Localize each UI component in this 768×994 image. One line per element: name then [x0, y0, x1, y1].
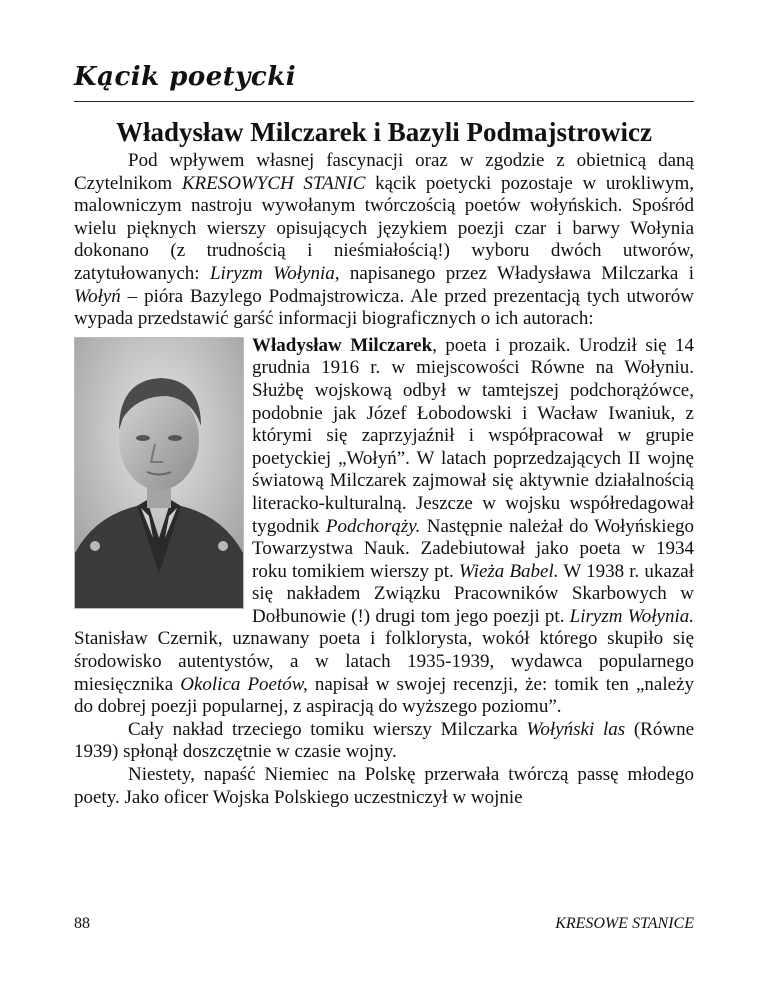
poem-title-liryzm: Liryzm Wołynia, — [209, 262, 340, 284]
article-title: Władysław Milczarek i Bazyli Podmajstrowicz — [116, 117, 652, 147]
page-number: 88 — [74, 915, 90, 932]
portrait-photo — [74, 337, 244, 609]
biography-name: Władysław Milczarek — [252, 334, 433, 356]
article-body — [74, 150, 694, 809]
section-title: Kącik poetycki — [74, 62, 297, 92]
magazine-name-italic: KRESOWYCH STANIC — [181, 172, 366, 194]
poem-title-wolyn: Wołyń — [74, 285, 121, 307]
portrait-image — [75, 338, 243, 608]
running-title: KRESOWE STANICE — [555, 915, 694, 932]
intro-paragraph: Pod wpływem własnej fascynacji oraz w zgodzie z obietnicą daną Czytelnikom KRESOWYCH STANIC kącik poetycki pozostaje w urokliwym, malowniczym nastroju wywołanym twórczością poetów wołyńskich. Spośród wielu pięknych wierszy opisujących językiem poezji czar i barwy Wołynia dokonano (z trudnością i nieśmiałością!) wyboru dwóch utworów, zatytułowanych: Liryzm Wołynia, napisanego przez Władysława Milczarka i Wołyń – pióra Bazylego Podmajstrowicza. Ale przed prezentacją tych utworów wypada przedstawić garść informacji biograficznych o ich autorach: — [74, 150, 694, 330]
biography-paragraph: Władysław Milczarek, poeta i prozaik. Urodził się 14 grudnia 1916 r. w miejscowości Równe na Wołyniu. Służbę wojskową odbył w tamtejszej podchorążówce, podobnie jak Józef Łobodowski i Wacław Iwaniuk, z którymi się zaprzyjaźnił i współpracował w grupie poetyckiej „Wołyń”. W latach poprzedzających II wojnę światową Milczarek zajmował się aktywnie działalnością literacko-kulturalną. Jeszcze w wojsku współredagował tygodnik Podchorąży. Następnie należał do Wołyńskiego Towarzystwa Nauk. Zadebiutował jako poeta w 1934 roku tomikiem wierszy pt. Wieża Babel. W 1938 r. ukazał się nakładem Związku Pracowników Skarbowych w Dołbunowie (!) drugi tom jego poezji pt. Liryzm Wołynia. Stanisław Czernik, uznawany poeta i folklorysta, wokół którego skupiło się środowisko autentystów, a w latach 1935-1939, wydawca popularnego miesięcznika Okolica Poetów, napisał w swojej recenzji, że: tomik ten „należy do dobrej poezji popularnej, z aspiracją do wyższego poziomu”. — [74, 334, 695, 718]
header-rule — [74, 101, 694, 102]
volume-paragraph: Cały nakład trzeciego tomiku wierszy Milczarka Wołyński las (Równe 1939) spłonął doszczętnie w czasie wojny. — [74, 718, 695, 763]
war-paragraph: Niestety, napaść Niemiec na Polskę przerwała twórczą passę młodego poety. Jako oficer Wojska Polskiego uczestniczył w wojnie — [74, 764, 694, 808]
